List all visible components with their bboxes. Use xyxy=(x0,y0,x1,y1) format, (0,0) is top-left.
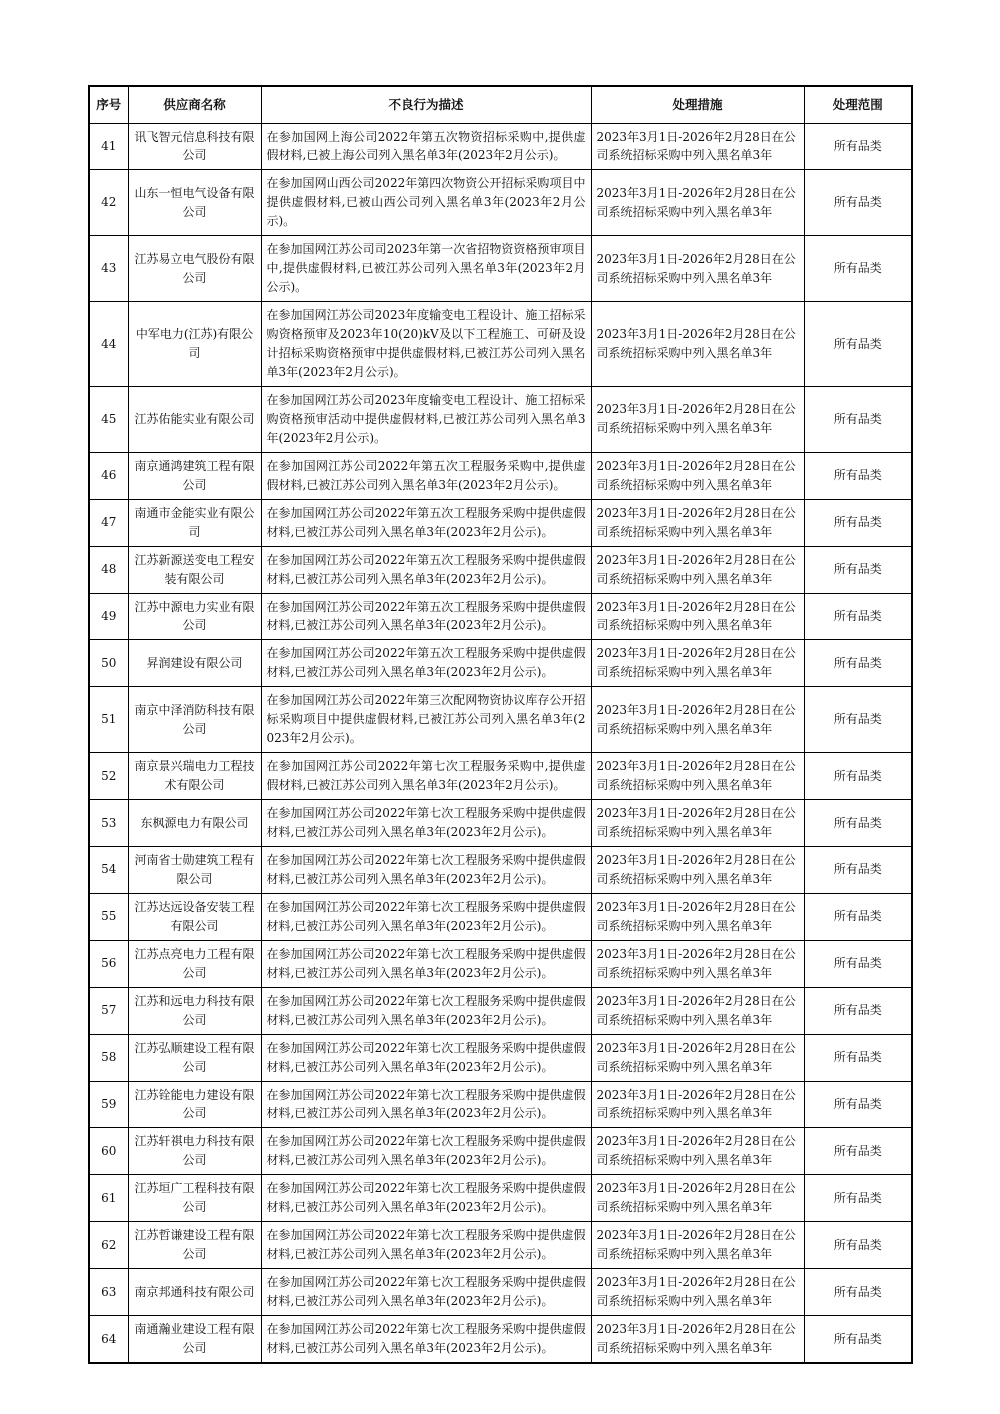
supplier-name: 江苏佑能实业有限公司 xyxy=(128,386,261,452)
table-row xyxy=(89,687,912,753)
row-number: 62 xyxy=(89,1222,128,1269)
supplier-blacklist-table xyxy=(88,85,913,1364)
table-row xyxy=(89,1316,912,1363)
supplier-name: 江苏易立电气股份有限公司 xyxy=(128,236,261,302)
row-number: 50 xyxy=(89,640,128,687)
table-row xyxy=(89,1222,912,1269)
row-number: 42 xyxy=(89,170,128,236)
action-taken: 2023年3月1日-2026年2月28日在公司系统招标采购中列入黑名单3年 xyxy=(591,1081,804,1128)
behavior-description: 在参加国网江苏公司2022年第七次工程服务采购中提供虚假材料,已被江苏公司列入黑名单3年(2023年2月公示)。 xyxy=(261,1175,591,1222)
supplier-name: 江苏中源电力实业有限公司 xyxy=(128,593,261,640)
behavior-description: 在参加国网江苏公司司2023年第一次省招物资资格预审项目中,提供虚假材料,已被江苏公司列入黑名单3年(2023年2月公示)。 xyxy=(261,236,591,302)
action-scope: 所有品类 xyxy=(804,753,912,800)
header-row xyxy=(89,86,912,123)
row-number: 46 xyxy=(89,452,128,499)
supplier-name: 南通市金能实业有限公司 xyxy=(128,499,261,546)
supplier-name: 江苏和远电力科技有限公司 xyxy=(128,987,261,1034)
action-scope: 所有品类 xyxy=(804,170,912,236)
row-number: 41 xyxy=(89,123,128,170)
supplier-name: 江苏新源送变电工程安装有限公司 xyxy=(128,546,261,593)
action-scope: 所有品类 xyxy=(804,1081,912,1128)
action-taken: 2023年3月1日-2026年2月28日在公司系统招标采购中列入黑名单3年 xyxy=(591,499,804,546)
action-scope: 所有品类 xyxy=(804,236,912,302)
behavior-description: 在参加国网江苏公司2022年第七次工程服务采购中提供虚假材料,已被江苏公司列入黑名单3年(2023年2月公示)。 xyxy=(261,1269,591,1316)
behavior-description: 在参加国网江苏公司2022年第七次工程服务采购中提供虚假材料,已被江苏公司列入黑名单3年(2023年2月公示)。 xyxy=(261,800,591,847)
action-scope: 所有品类 xyxy=(804,1316,912,1363)
row-number: 56 xyxy=(89,940,128,987)
table-row xyxy=(89,302,912,387)
supplier-name: 南京通鸿建筑工程有限公司 xyxy=(128,452,261,499)
action-taken: 2023年3月1日-2026年2月28日在公司系统招标采购中列入黑名单3年 xyxy=(591,847,804,894)
table-row xyxy=(89,386,912,452)
behavior-description: 在参加国网江苏公司2022年第七次工程服务采购中提供虚假材料,已被江苏公司列入黑名单3年(2023年2月公示)。 xyxy=(261,1222,591,1269)
behavior-description: 在参加国网江苏公司2023年度输变电工程设计、施工招标采购资格预审及2023年10(20)kV及以下工程施工、可研及设计招标采购资格预审中提供虚假材料,已被江苏公司列入黑名单3年(2023年2月公示)。 xyxy=(261,302,591,387)
action-scope: 所有品类 xyxy=(804,546,912,593)
table-row xyxy=(89,236,912,302)
row-number: 51 xyxy=(89,687,128,753)
behavior-description: 在参加国网江苏公司2022年第七次工程服务采购中提供虚假材料,已被江苏公司列入黑名单3年(2023年2月公示)。 xyxy=(261,940,591,987)
action-taken: 2023年3月1日-2026年2月28日在公司系统招标采购中列入黑名单3年 xyxy=(591,1128,804,1175)
supplier-name: 江苏铨能电力建设有限公司 xyxy=(128,1081,261,1128)
action-taken: 2023年3月1日-2026年2月28日在公司系统招标采购中列入黑名单3年 xyxy=(591,640,804,687)
action-scope: 所有品类 xyxy=(804,940,912,987)
row-number: 58 xyxy=(89,1034,128,1081)
action-scope: 所有品类 xyxy=(804,302,912,387)
behavior-description: 在参加国网江苏公司2022年第七次工程服务采购中提供虚假材料,已被江苏公司列入黑名单3年(2023年2月公示)。 xyxy=(261,847,591,894)
row-number: 43 xyxy=(89,236,128,302)
supplier-name: 江苏达远设备安装工程有限公司 xyxy=(128,893,261,940)
behavior-description: 在参加国网江苏公司2022年第七次工程服务采购中提供虚假材料,已被江苏公司列入黑名单3年(2023年2月公示)。 xyxy=(261,893,591,940)
supplier-name: 江苏弘顺建设工程有限公司 xyxy=(128,1034,261,1081)
behavior-description: 在参加国网江苏公司2022年第七次工程服务采购中提供虚假材料,已被江苏公司列入黑名单3年(2023年2月公示)。 xyxy=(261,1081,591,1128)
action-scope: 所有品类 xyxy=(804,847,912,894)
action-taken: 2023年3月1日-2026年2月28日在公司系统招标采购中列入黑名单3年 xyxy=(591,1269,804,1316)
table-row xyxy=(89,593,912,640)
table-row xyxy=(89,452,912,499)
supplier-name: 昇润建设有限公司 xyxy=(128,640,261,687)
column-header-no: 序号 xyxy=(89,86,128,123)
action-taken: 2023年3月1日-2026年2月28日在公司系统招标采购中列入黑名单3年 xyxy=(591,123,804,170)
row-number: 44 xyxy=(89,302,128,387)
table-body xyxy=(89,123,912,1363)
behavior-description: 在参加国网上海公司2022年第五次物资招标采购中,提供虚假材料,已被上海公司列入黑名单3年(2023年2月公示)。 xyxy=(261,123,591,170)
supplier-blacklist-table-wrap xyxy=(88,85,912,1364)
behavior-description: 在参加国网江苏公司2022年第五次工程服务采购中提供虚假材料,已被江苏公司列入黑名单3年(2023年2月公示)。 xyxy=(261,593,591,640)
table-row xyxy=(89,940,912,987)
row-number: 60 xyxy=(89,1128,128,1175)
action-scope: 所有品类 xyxy=(804,452,912,499)
table-row xyxy=(89,1034,912,1081)
row-number: 64 xyxy=(89,1316,128,1363)
action-taken: 2023年3月1日-2026年2月28日在公司系统招标采购中列入黑名单3年 xyxy=(591,593,804,640)
action-taken: 2023年3月1日-2026年2月28日在公司系统招标采购中列入黑名单3年 xyxy=(591,452,804,499)
action-taken: 2023年3月1日-2026年2月28日在公司系统招标采购中列入黑名单3年 xyxy=(591,800,804,847)
action-taken: 2023年3月1日-2026年2月28日在公司系统招标采购中列入黑名单3年 xyxy=(591,1222,804,1269)
table-row xyxy=(89,1081,912,1128)
table-row xyxy=(89,123,912,170)
action-taken: 2023年3月1日-2026年2月28日在公司系统招标采购中列入黑名单3年 xyxy=(591,1034,804,1081)
action-taken: 2023年3月1日-2026年2月28日在公司系统招标采购中列入黑名单3年 xyxy=(591,236,804,302)
action-taken: 2023年3月1日-2026年2月28日在公司系统招标采购中列入黑名单3年 xyxy=(591,940,804,987)
supplier-name: 东枫源电力有限公司 xyxy=(128,800,261,847)
supplier-name: 南京景兴瑞电力工程技术有限公司 xyxy=(128,753,261,800)
row-number: 63 xyxy=(89,1269,128,1316)
supplier-name: 中军电力(江苏)有限公司 xyxy=(128,302,261,387)
row-number: 47 xyxy=(89,499,128,546)
action-scope: 所有品类 xyxy=(804,499,912,546)
table-row xyxy=(89,546,912,593)
row-number: 61 xyxy=(89,1175,128,1222)
row-number: 49 xyxy=(89,593,128,640)
supplier-name: 山东一恒电气设备有限公司 xyxy=(128,170,261,236)
table-row xyxy=(89,1128,912,1175)
action-taken: 2023年3月1日-2026年2月28日在公司系统招标采购中列入黑名单3年 xyxy=(591,1316,804,1363)
supplier-name: 河南省士勋建筑工程有限公司 xyxy=(128,847,261,894)
row-number: 45 xyxy=(89,386,128,452)
action-scope: 所有品类 xyxy=(804,1175,912,1222)
behavior-description: 在参加国网山西公司2022年第四次物资公开招标采购项目中提供虚假材料,已被山西公司列入黑名单3年(2023年2月公示)。 xyxy=(261,170,591,236)
supplier-name: 南京中泽消防科技有限公司 xyxy=(128,687,261,753)
action-scope: 所有品类 xyxy=(804,386,912,452)
supplier-name: 江苏垣广工程科技有限公司 xyxy=(128,1175,261,1222)
action-taken: 2023年3月1日-2026年2月28日在公司系统招标采购中列入黑名单3年 xyxy=(591,687,804,753)
column-header-action-scope: 处理范围 xyxy=(804,86,912,123)
supplier-name: 讯飞智元信息科技有限公司 xyxy=(128,123,261,170)
table-row xyxy=(89,640,912,687)
row-number: 59 xyxy=(89,1081,128,1128)
behavior-description: 在参加国网江苏公司2022年第五次工程服务采购中,提供虚假材料,已被江苏公司列入黑名单3年(2023年2月公示)。 xyxy=(261,452,591,499)
table-row xyxy=(89,499,912,546)
action-scope: 所有品类 xyxy=(804,1269,912,1316)
behavior-description: 在参加国网江苏公司2022年第七次工程服务采购中,提供虚假材料,已被江苏公司列入黑名单3年(2023年2月公示)。 xyxy=(261,753,591,800)
behavior-description: 在参加国网江苏公司2022年第五次工程服务采购中提供虚假材料,已被江苏公司列入黑名单3年(2023年2月公示)。 xyxy=(261,546,591,593)
table-row xyxy=(89,987,912,1034)
table-row xyxy=(89,800,912,847)
action-taken: 2023年3月1日-2026年2月28日在公司系统招标采购中列入黑名单3年 xyxy=(591,893,804,940)
action-scope: 所有品类 xyxy=(804,1128,912,1175)
behavior-description: 在参加国网江苏公司2022年第七次工程服务采购中提供虚假材料,已被江苏公司列入黑名单3年(2023年2月公示)。 xyxy=(261,1128,591,1175)
supplier-name: 南通瀚业建设工程有限公司 xyxy=(128,1316,261,1363)
table-row xyxy=(89,1269,912,1316)
action-scope: 所有品类 xyxy=(804,800,912,847)
row-number: 53 xyxy=(89,800,128,847)
table-row xyxy=(89,847,912,894)
action-taken: 2023年3月1日-2026年2月28日在公司系统招标采购中列入黑名单3年 xyxy=(591,987,804,1034)
action-scope: 所有品类 xyxy=(804,640,912,687)
behavior-description: 在参加国网江苏公司2022年第七次工程服务采购中提供虚假材料,已被江苏公司列入黑名单3年(2023年2月公示)。 xyxy=(261,1034,591,1081)
row-number: 57 xyxy=(89,987,128,1034)
supplier-name: 南京邦通科技有限公司 xyxy=(128,1269,261,1316)
behavior-description: 在参加国网江苏公司2022年第三次配网物资协议库存公开招标采购项目中提供虚假材料,已被江苏公司列入黑名单3年(2023年2月公示)。 xyxy=(261,687,591,753)
behavior-description: 在参加国网江苏公司2023年度输变电工程设计、施工招标采购资格预审活动中提供虚假材料,已被江苏公司列入黑名单3年(2023年2月公示)。 xyxy=(261,386,591,452)
table-row xyxy=(89,1175,912,1222)
table-row xyxy=(89,170,912,236)
behavior-description: 在参加国网江苏公司2022年第七次工程服务采购中提供虚假材料,已被江苏公司列入黑名单3年(2023年2月公示)。 xyxy=(261,987,591,1034)
table-row xyxy=(89,753,912,800)
action-taken: 2023年3月1日-2026年2月28日在公司系统招标采购中列入黑名单3年 xyxy=(591,753,804,800)
action-taken: 2023年3月1日-2026年2月28日在公司系统招标采购中列入黑名单3年 xyxy=(591,386,804,452)
row-number: 48 xyxy=(89,546,128,593)
column-header-action-taken: 处理措施 xyxy=(591,86,804,123)
action-taken: 2023年3月1日-2026年2月28日在公司系统招标采购中列入黑名单3年 xyxy=(591,170,804,236)
behavior-description: 在参加国网江苏公司2022年第五次工程服务采购中提供虚假材料,已被江苏公司列入黑名单3年(2023年2月公示)。 xyxy=(261,499,591,546)
supplier-name: 江苏点亮电力工程有限公司 xyxy=(128,940,261,987)
behavior-description: 在参加国网江苏公司2022年第七次工程服务采购中提供虚假材料,已被江苏公司列入黑名单3年(2023年2月公示)。 xyxy=(261,1316,591,1363)
action-scope: 所有品类 xyxy=(804,123,912,170)
column-header-supplier-name: 供应商名称 xyxy=(128,86,261,123)
action-taken: 2023年3月1日-2026年2月28日在公司系统招标采购中列入黑名单3年 xyxy=(591,1175,804,1222)
table-row xyxy=(89,893,912,940)
action-scope: 所有品类 xyxy=(804,1034,912,1081)
action-scope: 所有品类 xyxy=(804,1222,912,1269)
action-scope: 所有品类 xyxy=(804,593,912,640)
action-taken: 2023年3月1日-2026年2月28日在公司系统招标采购中列入黑名单3年 xyxy=(591,546,804,593)
action-scope: 所有品类 xyxy=(804,987,912,1034)
column-header-behavior-description: 不良行为描述 xyxy=(261,86,591,123)
supplier-name: 江苏轩祺电力科技有限公司 xyxy=(128,1128,261,1175)
row-number: 55 xyxy=(89,893,128,940)
behavior-description: 在参加国网江苏公司2022年第五次工程服务采购中提供虚假材料,已被江苏公司列入黑名单3年(2023年2月公示)。 xyxy=(261,640,591,687)
row-number: 52 xyxy=(89,753,128,800)
action-scope: 所有品类 xyxy=(804,893,912,940)
action-scope: 所有品类 xyxy=(804,687,912,753)
action-taken: 2023年3月1日-2026年2月28日在公司系统招标采购中列入黑名单3年 xyxy=(591,302,804,387)
row-number: 54 xyxy=(89,847,128,894)
supplier-name: 江苏哲谦建设工程有限公司 xyxy=(128,1222,261,1269)
